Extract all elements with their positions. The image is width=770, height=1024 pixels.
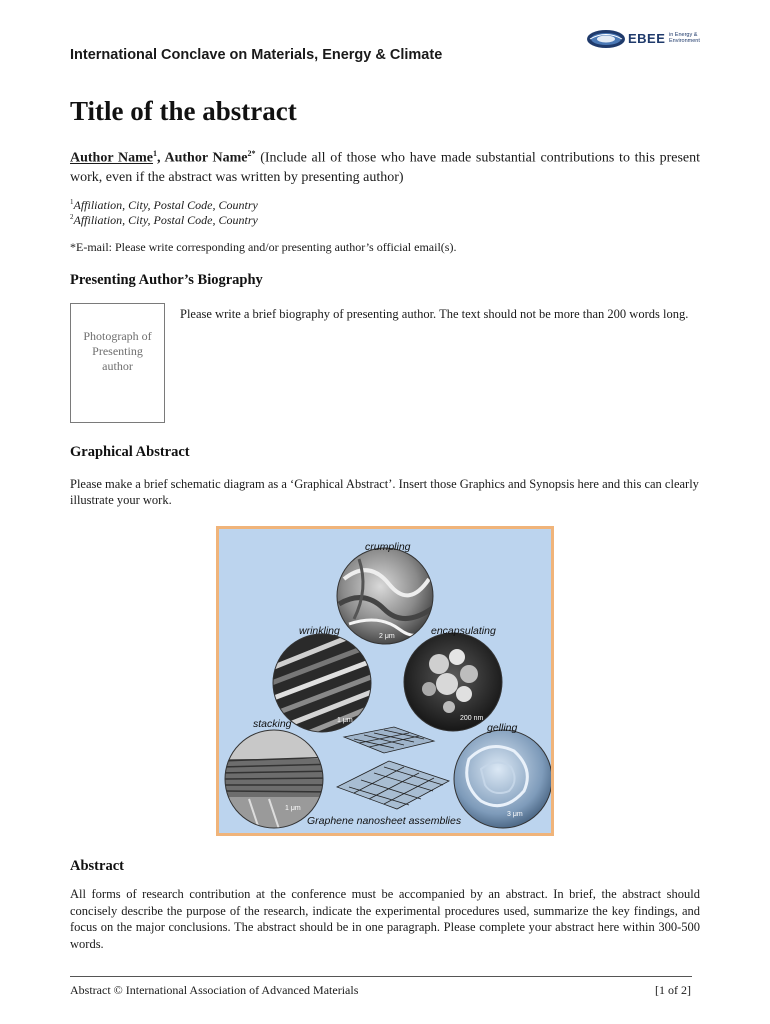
page-number: [1 of 2] <box>655 983 691 997</box>
logo-text: EBEE <box>628 31 666 46</box>
graphene-assemblies-image <box>219 529 551 833</box>
author-1-superscript: 1 <box>153 149 158 158</box>
author-name-2: Author Name <box>164 150 248 166</box>
conference-header: International Conclave on Materials, Energy & Climate <box>70 47 443 63</box>
affiliation-2-text: Affiliation, City, Postal Code, Country <box>73 213 258 227</box>
scale-bar-stacking: 1 μm <box>285 805 301 812</box>
photo-placeholder-label: Photograph of Presenting author <box>83 329 152 373</box>
affiliation-1-text: Affiliation, City, Postal Code, Country <box>73 198 258 212</box>
author-note: (Include all of those who have made substantial contributions to this present work, even if the abstract was written by presenting author) <box>70 150 701 185</box>
author-line <box>70 144 700 187</box>
author-2-superscript: 2* <box>247 149 256 158</box>
affiliation-2-superscript: 2 <box>70 213 74 221</box>
conference-logo <box>586 28 700 50</box>
label-encapsulating: encapsulating <box>431 625 496 637</box>
abstract-title: Title of the abstract <box>70 96 297 126</box>
graphical-abstract-heading: Graphical Abstract <box>70 444 190 460</box>
email-note: *E-mail: Please write corresponding and/or presenting author’s official email(s). <box>70 240 457 254</box>
label-gelling: gelling <box>487 722 518 734</box>
graphical-abstract-figure <box>216 526 554 836</box>
label-crumpling: crumpling <box>365 541 411 553</box>
graphene-sheet-upper <box>344 727 434 753</box>
footer-copyright: Abstract © International Association of Advanced Materials <box>70 983 359 997</box>
logo-subtext: in Energy & Environment <box>669 32 700 44</box>
graphene-sheet-lower <box>337 761 449 809</box>
abstract-text: All forms of research contribution at the conference must be accompanied by an abstract. In brief, the abstract should concisely describe the purpose of the research, indicate the experimental procedures used, summarize the key findings, and focus on the major conclusions. The abstract should be in one paragraph. Please complete your abstract here within 300-500 words. <box>70 887 700 951</box>
graphical-abstract-text: Please make a brief schematic diagram as a ‘Graphical Abstract’. Insert those Graphics and Synopsis here and this can clearly illustrate your work. <box>70 477 699 507</box>
footer-divider <box>70 976 692 977</box>
author-photo-placeholder <box>70 303 165 423</box>
biography-heading: Presenting Author’s Biography <box>70 272 263 288</box>
globe-logo-icon <box>586 28 626 50</box>
figure-caption: Graphene nanosheet assemblies <box>307 815 462 827</box>
scale-bar-wrinkling: 1 μm <box>337 717 353 724</box>
label-stacking: stacking <box>253 718 292 730</box>
author-separator: , <box>157 150 165 166</box>
abstract-heading: Abstract <box>70 858 124 874</box>
affiliation-1-superscript: 1 <box>70 198 74 206</box>
scale-bar-gelling: 3 μm <box>507 811 523 818</box>
affiliation-2 <box>70 210 700 228</box>
biography-text: Please write a brief biography of presenting author. The text should not be more than 200 words long. <box>180 307 689 321</box>
scale-bar-encapsulating: 200 nm <box>460 715 484 722</box>
author-name-1: Author Name <box>70 150 154 166</box>
scale-bar-crumpling: 2 μm <box>379 633 395 640</box>
label-wrinkling: wrinkling <box>299 625 340 637</box>
